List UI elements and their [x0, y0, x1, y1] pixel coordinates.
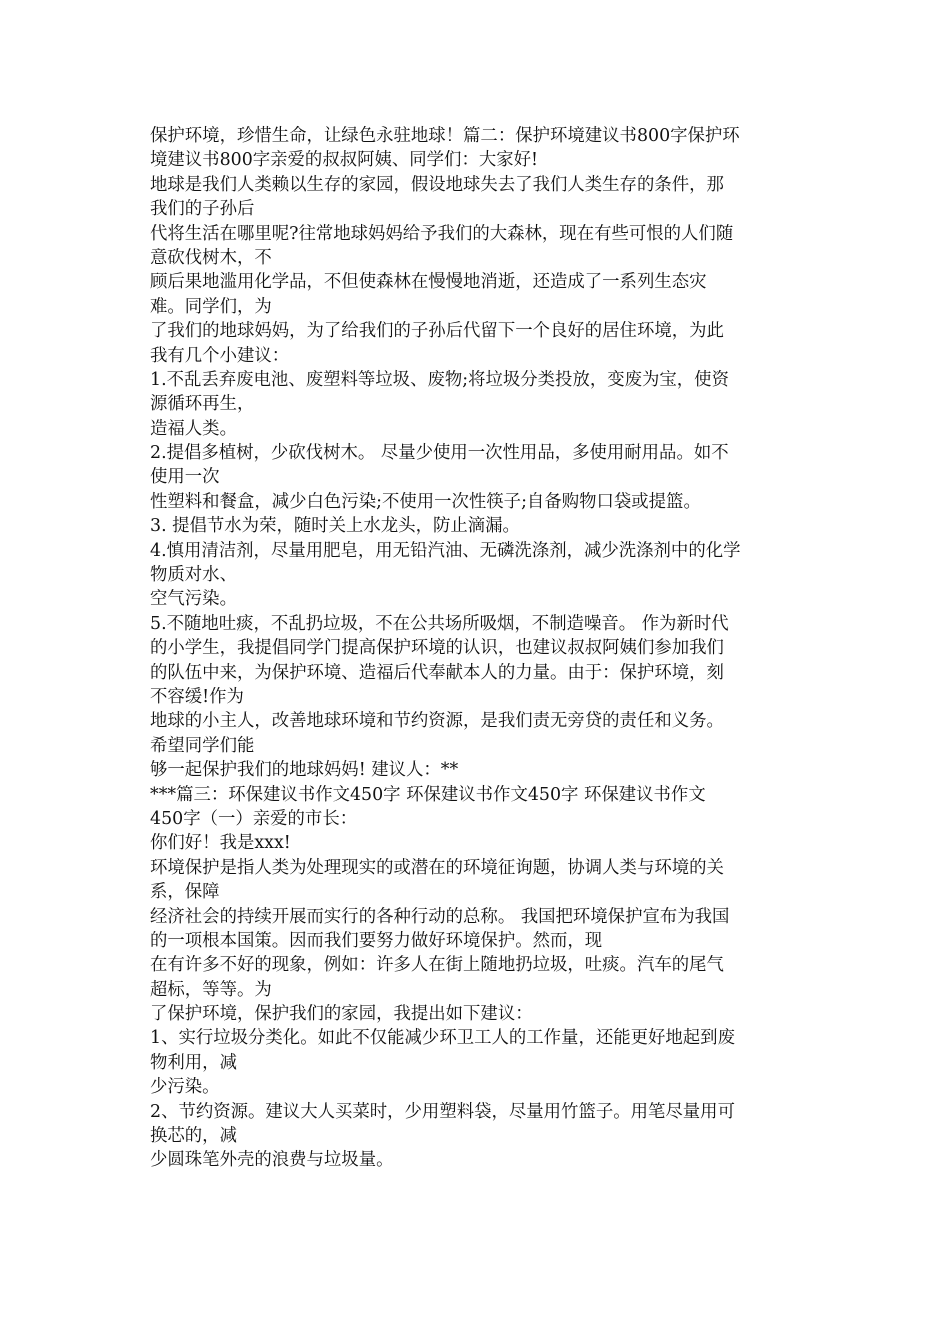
text-line: 经济社会的持续开展而实行的各种行动的总称。 我国把环境保护宣布为我国 — [150, 906, 730, 927]
text-line: 我有几个小建议： — [150, 345, 290, 366]
document-body — [150, 124, 810, 1173]
text-line: 4.慎用清洁剂，尽量用肥皂，用无铅汽油、无磷洗涤剂，减少洗涤剂中的化学 — [150, 540, 741, 561]
text-line: 代将生活在哪里呢?往常地球妈妈给予我们的大森林，现在有些可恨的人们随 — [150, 223, 734, 244]
text-line: 地球是我们人类赖以生存的家园，假设地球失去了我们人类生存的条件，那 — [150, 174, 724, 195]
text-line: 境建议书800字亲爱的叔叔阿姨、同学们：大家好! — [150, 150, 538, 171]
text-line: 使用一次 — [150, 467, 220, 488]
text-line: 我们的子孙后 — [150, 199, 255, 220]
text-line: 的一项根本国策。因而我们要努力做好环境保护。然而，现 — [150, 930, 603, 951]
text-line: 少污染。 — [150, 1077, 220, 1098]
text-line: 顾后果地滥用化学品，不但使森林在慢慢地消逝，还造成了一系列生态灾 — [150, 272, 707, 293]
text-line: 系，保障 — [150, 882, 220, 903]
text-line: 3. 提倡节水为荣，随时关上水龙头，防止滴漏。 — [150, 516, 520, 537]
text-line: 的队伍中来，为保护环境、造福后代奉献本人的力量。由于：保护环境，刻 — [150, 662, 724, 683]
text-line: 保护环境，珍惜生命，让绿色永驻地球！篇二：保护环境建议书800字保护环 — [150, 126, 740, 146]
text-line: 源循环再生， — [150, 394, 255, 415]
text-line: 够一起保护我们的地球妈妈! 建议人：** — [150, 760, 459, 781]
text-line: 2.提倡多植树，少砍伐树木。 尽量少使用一次性用品，多使用耐用品。如不 — [150, 443, 729, 464]
text-line: 了保护环境，保护我们的家园，我提出如下建议： — [150, 1004, 533, 1025]
text-line: 1.不乱丢弃废电池、废塑料等垃圾、废物;将垃圾分类投放，变废为宝，使资 — [150, 369, 729, 390]
text-line: 不容缓!作为 — [150, 686, 244, 707]
text-line: 5.不随地吐痰，不乱扔垃圾，不在公共场所吸烟，不制造噪音。 作为新时代 — [150, 613, 729, 634]
text-line: 超标，等等。为 — [150, 979, 272, 1000]
text-line: 的小学生，我提倡同学门提高保护环境的认识，也建议叔叔阿姨们参加我们 — [150, 638, 724, 659]
text-line: 1、实行垃圾分类化。如此不仅能减少环卫工人的工作量，还能更好地起到废 — [150, 1028, 735, 1049]
text-line: 换芯的，减 — [150, 1126, 237, 1147]
text-line: 了我们的地球妈妈，为了给我们的子孙后代留下一个良好的居住环境，为此 — [150, 321, 724, 342]
text-line: 希望同学们能 — [150, 735, 255, 756]
text-line: 造福人类。 — [150, 418, 237, 439]
text-line: 空气污染。 — [150, 589, 237, 610]
text-line: 难。同学们，为 — [150, 296, 272, 317]
text-line: 你们好！我是xxx! — [150, 833, 291, 854]
text-line: 物质对水、 — [150, 565, 237, 586]
text-line: 环境保护是指人类为处理现实的或潜在的环境征询题，协调人类与环境的关 — [150, 857, 724, 878]
text-line: 物利用，减 — [150, 1052, 237, 1073]
text-line: 意砍伐树木，不 — [150, 247, 272, 268]
text-line: 地球的小主人，改善地球环境和节约资源，是我们责无旁贷的责任和义务。 — [150, 711, 724, 732]
text-line: 在有许多不好的现象，例如：许多人在街上随地扔垃圾，吐痰。汽车的尾气 — [150, 955, 724, 976]
text-line: 性塑料和餐盒，减少白色污染;不使用一次性筷子;自备购物口袋或提篮。 — [150, 491, 701, 512]
text-line: 少圆珠笔外壳的浪费与垃圾量。 — [150, 1150, 394, 1171]
text-line: 450字（一）亲爱的市长： — [150, 808, 358, 829]
text-line: ***篇三：环保建议书作文450字 环保建议书作文450字 环保建议书作文 — [150, 784, 706, 805]
text-line: 2、节约资源。建议大人买菜时，少用塑料袋，尽量用竹篮子。用笔尽量用可 — [150, 1101, 735, 1122]
